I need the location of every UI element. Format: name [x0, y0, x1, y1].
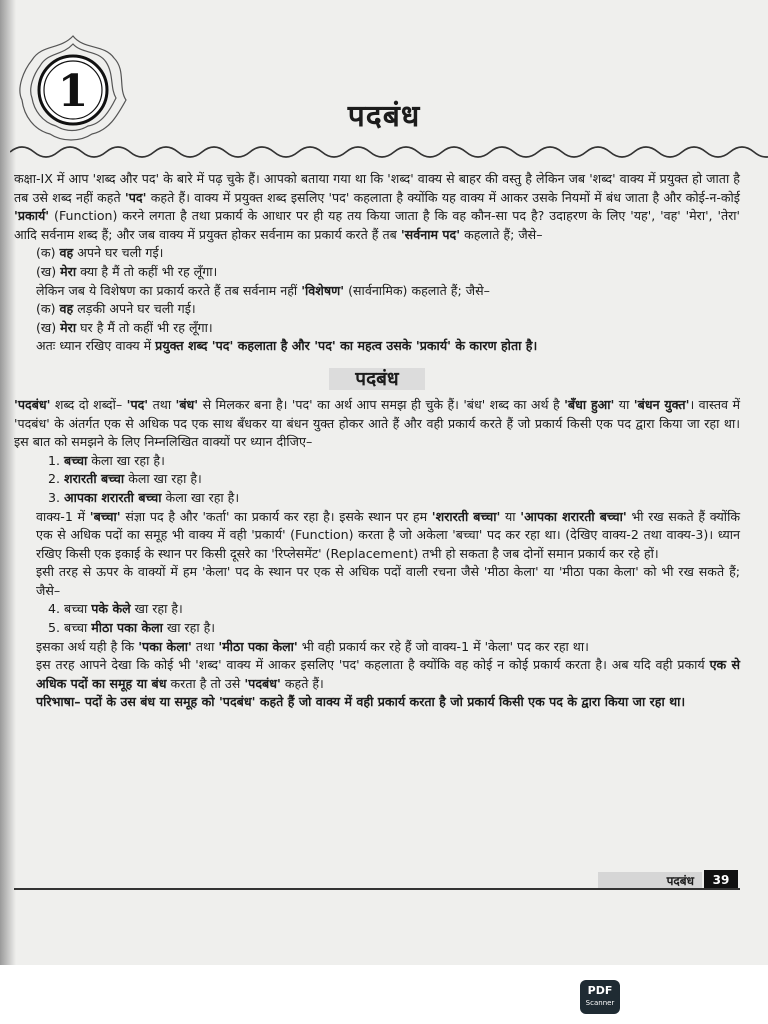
numbered-sentence: 5. बच्चा मीठा पका केला खा रहा है। — [48, 620, 216, 636]
footer-chapter-label: पदबंध — [598, 872, 702, 890]
numbered-sentence: 1. बच्चा केला खा रहा है। — [48, 452, 165, 468]
para-kela: इसी तरह से ऊपर के वाक्यों में हम 'केला' पद के स्थान पर एक से अधिक पदों वाली रचना जैसे 'मीठा केला' या 'मीठा पका केला' को भी रख सकते हैं; जैसे– — [36, 564, 740, 598]
section-heading: पदबंध — [14, 364, 740, 394]
page-number: 39 — [704, 870, 738, 890]
wavy-divider — [10, 132, 768, 172]
pdf-scanner-logo[interactable] — [580, 980, 620, 1014]
vishesan-paragraph: लेकिन जब ये विशेषण का प्रकार्य करते हैं तब सर्वनाम नहीं 'विशेषण' (सार्वनामिक) कहलाते हैं; जैसे– — [36, 282, 490, 298]
chapter-number: 1 — [57, 66, 89, 117]
scanner-logo-line2: Scanner — [585, 999, 615, 1007]
numbered-sentence: 3. आपका शरारती बच्चा केला खा रहा है। — [48, 489, 240, 505]
chapter-body — [14, 170, 740, 712]
example-line: (ख) मेरा क्या है मैं तो कहीं भी रह लूँगा। — [36, 263, 218, 279]
intro-paragraph: कक्षा-IX में आप 'शब्द और पद' के बारे में पढ़ चुके हैं। आपको बताया गया था कि 'शब्द' वाक्य से बाहर की वस्तु है लेकिन जब 'शब्द' वाक्य में प्रयुक्त हो जाता है तब उसे शब्द नहीं कहते 'पद' कहते हैं। वाक्य में प्रयुक्त शब्द इसलिए 'पद' कहलाता है क्योंकि यह वाक्य में आकर उसके नियमों में बंध जाता है और कोई-न-कोई 'प्रकार्य' (Function) करने लगता है तथा प्रकार्य के आधार पर ही यह तय किया जाता है कि वह कौन-सा पद है? उदाहरण के लिए 'यह', 'वह' 'मेरा', 'तेरा' आदि सर्वनाम शब्द हैं; और जब वाक्य में प्रयुक्त होकर सर्वनाम का प्रकार्य करते हैं तब 'सर्वनाम पद' कहलाते हैं; जैसे– — [14, 171, 741, 242]
para-replacement: वाक्य-1 में 'बच्चा' संज्ञा पद है और 'कर्ता' का प्रकार्य कर रहा है। इसके स्थान पर हम 'शरारती बच्चा' या 'आपका शरारती बच्चा' भी रख सकते हैं क्योंकि एक से अधिक पदों का समूह भी वाक्य में वही 'प्रकार्य' (Function) करता है जो अकेला 'बच्चा' पद कर रहा था। (देखिए वाक्य-2 तथा वाक्य-3)। ध्यान रखिए किसी एक इकाई के स्थान पर किसी दूसरे का 'रिप्लेसमेंट' (Replacement) तभी हो सकता है जब दोनों समान प्रकार्य कर रहे हों। — [36, 508, 741, 561]
definition: परिभाषा– पदों के उस बंध या समूह को 'पदबंध' कहते हैं जो वाक्य में वही प्रकार्य करता है जो प्रकार्य किसी एक पद के द्वारा किया जा रहा था। — [36, 694, 686, 710]
note-paragraph: अतः ध्यान रखिए वाक्य में प्रयुक्त शब्द 'पद' कहलाता है और 'पद' का महत्व उसके 'प्रकार्य' के कारण होता है। — [36, 338, 538, 354]
example-line: (क) वह अपने घर चली गई। — [36, 245, 164, 261]
footer-rule — [14, 888, 740, 890]
example-line: (क) वह लड़की अपने घर चली गई। — [36, 301, 196, 317]
para-meaning: इसका अर्थ यही है कि 'पका केला' तथा 'मीठा पका केला' भी वही प्रकार्य कर रहे हैं जो वाक्य-1 में 'केला' पद कर रहा था। — [36, 638, 589, 654]
example-line: (ख) मेरा घर है मैं तो कहीं भी रह लूँगा। — [36, 319, 213, 335]
numbered-sentence: 2. शरारती बच्चा केला खा रहा है। — [48, 471, 202, 487]
numbered-sentence: 4. बच्चा पके केले खा रहा है। — [48, 601, 183, 617]
para-summary: इस तरह आपने देखा कि कोई भी 'शब्द' वाक्य में आकर इसलिए 'पद' कहलाता है क्योंकि वह कोई न कोई प्रकार्य करता है। अब यदि वही प्रकार्य एक से अधिक पदों का समूह या बंध करता है तो उसे 'पदबंध' कहते हैं। — [36, 657, 740, 691]
chapter-title: पदबंध — [347, 99, 421, 134]
scanner-logo-line1: PDF — [587, 984, 613, 997]
para-padbandh-meaning: 'पदबंध' शब्द दो शब्दों– 'पद' तथा 'बंध' से मिलकर बना है। 'पद' का अर्थ आप समझ ही चुके हैं। 'बंध' शब्द का अर्थ है 'बँधा हुआ' या 'बंधन युक्त'। वास्तव में 'पदबंध' के अंतर्गत एक से अधिक पद एक साथ बँधकर या बंधन युक्त होकर आते हैं और वही प्रकार्य करते हैं जो प्रकार्य किसी एक पद द्वारा किया जा रहा था। इस बात को समझने के लिए निम्नलिखित वाक्यों पर ध्यान दीजिए– — [14, 396, 740, 450]
